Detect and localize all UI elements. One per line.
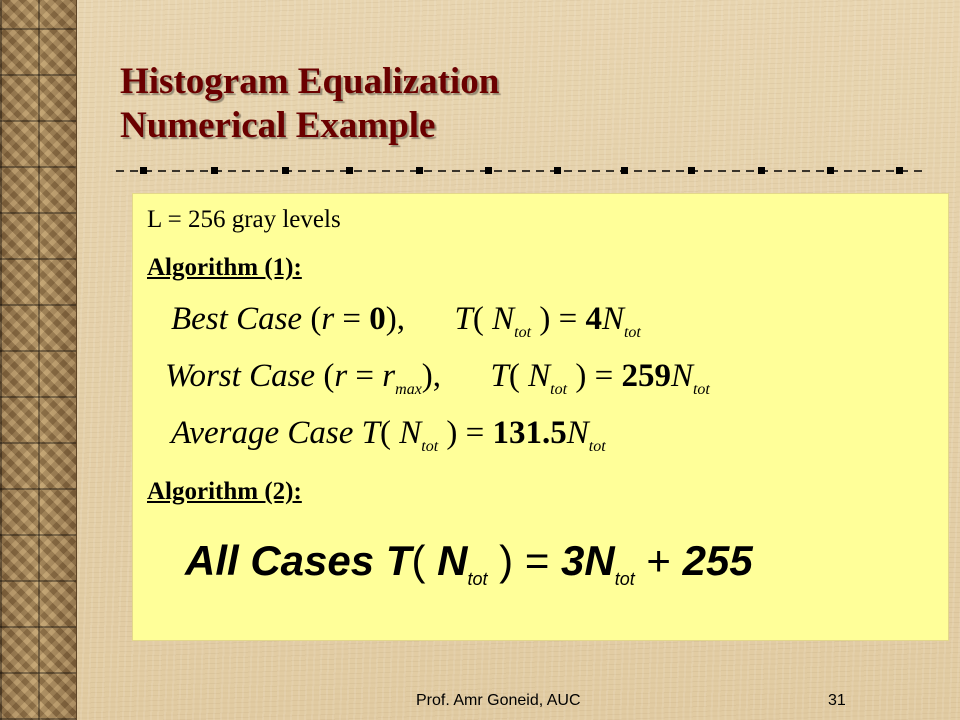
slide-title-line-1: Histogram Equalization	[120, 61, 500, 102]
title-divider	[116, 164, 928, 178]
worst-case-T: T	[490, 358, 509, 394]
all-cases-sub-2: tot	[614, 569, 635, 589]
worst-case-cond-sub: max	[395, 381, 422, 398]
decorative-side-strip	[0, 0, 76, 720]
all-cases-constant: 255	[682, 537, 753, 584]
best-case-equals: =	[558, 301, 578, 337]
slide-title	[120, 60, 499, 148]
all-cases-equals: =	[524, 537, 550, 584]
worst-case-coef: 259	[621, 358, 671, 394]
worst-case-equals: =	[594, 358, 614, 394]
best-case-cond-op: =	[342, 301, 362, 337]
best-case-equation: Best Case (r = 0), T( $N_{tot}$ ) = $4N_{tot}$	[171, 301, 641, 341]
average-case-coef: 131.5	[492, 415, 567, 451]
best-case-N-2: N	[601, 301, 624, 337]
best-case-sub: tot	[514, 324, 532, 341]
all-cases-plus: +	[646, 537, 671, 584]
best-case-var: r	[321, 301, 335, 337]
worst-case-N-2: N	[670, 358, 693, 394]
worst-case-sub-2: tot	[692, 381, 710, 398]
best-case-label: Best Case	[171, 301, 303, 337]
all-cases-equation: All Cases T( $N_{tot}$ ) = $3N_{tot} + 255$	[185, 537, 753, 589]
best-case-T: T	[454, 301, 473, 337]
best-case-coef: 4	[585, 301, 602, 337]
average-case-label: Average Case	[171, 415, 354, 451]
best-case-sub-2: tot	[623, 324, 641, 341]
all-cases-T: T	[385, 537, 412, 584]
algorithm-1-heading: Algorithm (1):	[147, 254, 302, 281]
average-case-sub-2: tot	[588, 438, 606, 455]
worst-case-N: N	[528, 358, 551, 394]
content-box	[132, 193, 949, 641]
footer-author: Prof. Amr Goneid, AUC	[416, 692, 581, 709]
worst-case-equation: Worst Case $(r = r_{max})$, T( $N_{tot}$ ) = $259N_{tot}$	[165, 358, 710, 398]
all-cases-N: N	[437, 537, 468, 584]
average-case-T: T	[361, 415, 380, 451]
all-cases-label: All Cases	[185, 537, 375, 584]
average-case-equals: =	[465, 415, 485, 451]
footer-page-number: 31	[828, 692, 846, 709]
average-case-N-2: N	[566, 415, 589, 451]
average-case-N: N	[399, 415, 422, 451]
worst-case-cond-op: =	[355, 358, 375, 394]
best-case-N: N	[492, 301, 515, 337]
worst-case-sub: tot	[550, 381, 568, 398]
average-case-sub: tot	[421, 438, 439, 455]
algorithm-2-heading: Algorithm (2):	[147, 478, 302, 505]
best-case-cond-value: 0	[369, 301, 386, 337]
gray-levels-text: L = 256 gray levels	[147, 206, 341, 233]
all-cases-coef: 3	[561, 537, 585, 584]
worst-case-label: Worst Case	[165, 358, 316, 394]
worst-case-var: r	[334, 358, 348, 394]
average-case-equation: Average Case T( $N_{tot}$ ) = $131.5N_{tot}$	[171, 415, 606, 455]
slide-title-line-2: Numerical Example	[120, 105, 436, 146]
all-cases-sub: tot	[467, 569, 488, 589]
all-cases-N-2: N	[584, 537, 615, 584]
worst-case-cond-rhs: r	[382, 358, 396, 394]
